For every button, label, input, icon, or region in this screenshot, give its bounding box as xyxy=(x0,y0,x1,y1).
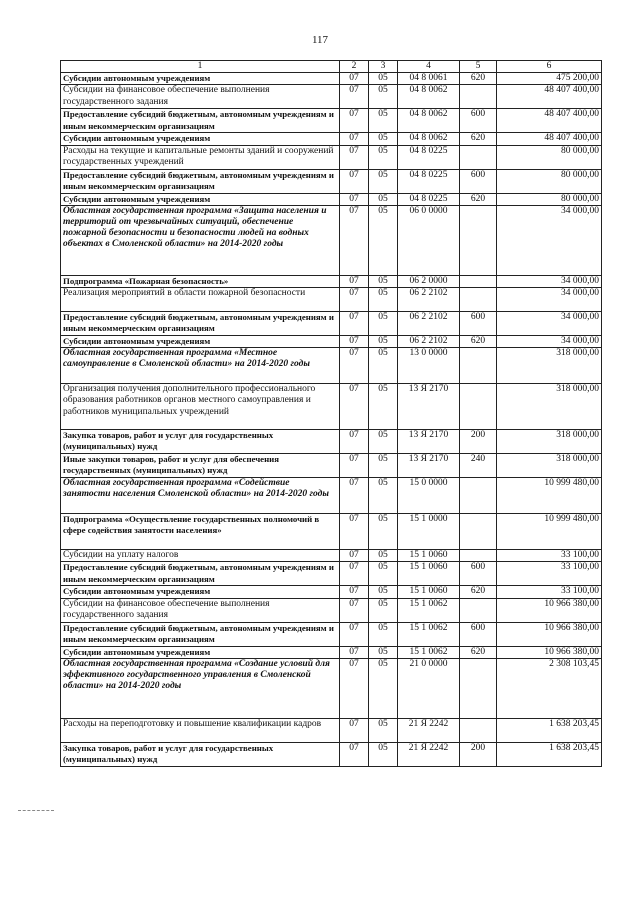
row-name: Закупка товаров, работ и услуг для государственных (муниципальных) нужд xyxy=(61,742,340,766)
row-target-article: 15 1 0060 xyxy=(398,586,460,598)
row-name: Подпрограмма «Осуществление государственных полномочий в сфере содействия занятости населения» xyxy=(61,514,340,550)
table-row xyxy=(61,550,602,562)
row-target-article: 15 1 0060 xyxy=(398,550,460,562)
row-subsection: 05 xyxy=(369,430,398,454)
row-name: Подпрограмма «Пожарная безопасность» xyxy=(61,275,340,287)
page-number: 117 xyxy=(311,34,329,46)
row-target-article: 15 1 0062 xyxy=(398,622,460,646)
row-amount: 10 966 380,00 xyxy=(497,646,602,658)
row-subsection: 05 xyxy=(369,598,398,622)
table-row xyxy=(61,622,602,646)
row-subsection: 05 xyxy=(369,145,398,169)
row-name: Областная государственная программа «Местное самоуправление в Смоленской области» на 2014-2020 годы xyxy=(61,348,340,384)
row-subsection: 05 xyxy=(369,312,398,336)
table-header-row xyxy=(61,61,602,73)
row-name: Предоставление субсидий бюджетным, автономным учреждениям и иным некоммерческим организациям xyxy=(61,109,340,133)
row-name: Иные закупки товаров, работ и услуг для обеспечения государственных (муниципальных) нужд xyxy=(61,454,340,478)
table-row xyxy=(61,454,602,478)
row-section: 07 xyxy=(340,275,369,287)
table-row xyxy=(61,742,602,766)
margin-mark xyxy=(18,810,54,811)
row-target-article: 06 2 2102 xyxy=(398,336,460,348)
table-row xyxy=(61,336,602,348)
row-name: Организация получения дополнительного профессионального образования работников органов местного самоуправления и работников муниципальных учреждений xyxy=(61,384,340,430)
table-row xyxy=(61,193,602,205)
row-amount: 48 407 400,00 xyxy=(497,109,602,133)
row-amount: 318 000,00 xyxy=(497,384,602,430)
row-name: Субсидии автономным учреждениям xyxy=(61,646,340,658)
row-expense-type xyxy=(460,478,497,514)
table-row xyxy=(61,169,602,193)
row-amount: 34 000,00 xyxy=(497,312,602,336)
row-target-article: 15 1 0000 xyxy=(398,514,460,550)
row-expense-type: 600 xyxy=(460,312,497,336)
row-name: Субсидии автономным учреждениям xyxy=(61,336,340,348)
row-expense-type: 620 xyxy=(460,646,497,658)
row-amount: 10 966 380,00 xyxy=(497,622,602,646)
table-row xyxy=(61,430,602,454)
table-row xyxy=(61,586,602,598)
table-row xyxy=(61,718,602,742)
row-expense-type xyxy=(460,205,497,275)
row-target-article: 15 1 0060 xyxy=(398,562,460,586)
row-amount: 318 000,00 xyxy=(497,454,602,478)
row-target-article: 06 2 2102 xyxy=(398,288,460,312)
row-section: 07 xyxy=(340,658,369,718)
row-section: 07 xyxy=(340,145,369,169)
row-expense-type xyxy=(460,288,497,312)
row-amount: 80 000,00 xyxy=(497,193,602,205)
row-target-article: 15 1 0062 xyxy=(398,598,460,622)
row-amount: 34 000,00 xyxy=(497,275,602,287)
table-row xyxy=(61,514,602,550)
row-subsection: 05 xyxy=(369,348,398,384)
column-header-4: 4 xyxy=(398,61,460,73)
row-name: Областная государственная программа «Содействие занятости населения Смоленской области» на 2014-2020 годы xyxy=(61,478,340,514)
row-target-article: 06 2 2102 xyxy=(398,312,460,336)
row-subsection: 05 xyxy=(369,550,398,562)
row-amount: 34 000,00 xyxy=(497,205,602,275)
row-subsection: 05 xyxy=(369,169,398,193)
column-header-3: 3 xyxy=(369,61,398,73)
row-section: 07 xyxy=(340,562,369,586)
row-section: 07 xyxy=(340,586,369,598)
table-row xyxy=(61,85,602,109)
row-amount: 33 100,00 xyxy=(497,586,602,598)
row-expense-type xyxy=(460,598,497,622)
row-expense-type xyxy=(460,384,497,430)
row-amount: 33 100,00 xyxy=(497,550,602,562)
table-row xyxy=(61,109,602,133)
row-subsection: 05 xyxy=(369,658,398,718)
table-row xyxy=(61,598,602,622)
row-name: Расходы на переподготовку и повышение квалификации кадров xyxy=(61,718,340,742)
row-subsection: 05 xyxy=(369,336,398,348)
row-subsection: 05 xyxy=(369,742,398,766)
row-name: Субсидии автономным учреждениям xyxy=(61,133,340,145)
row-expense-type: 620 xyxy=(460,586,497,598)
row-target-article: 04 8 0061 xyxy=(398,73,460,85)
row-section: 07 xyxy=(340,169,369,193)
row-amount: 475 200,00 xyxy=(497,73,602,85)
row-expense-type xyxy=(460,658,497,718)
row-target-article: 15 0 0000 xyxy=(398,478,460,514)
row-subsection: 05 xyxy=(369,478,398,514)
row-subsection: 05 xyxy=(369,562,398,586)
row-subsection: 05 xyxy=(369,646,398,658)
row-amount: 1 638 203,45 xyxy=(497,742,602,766)
row-target-article: 13 Я 2170 xyxy=(398,430,460,454)
row-amount: 10 999 480,00 xyxy=(497,478,602,514)
row-section: 07 xyxy=(340,193,369,205)
row-amount: 2 308 103,45 xyxy=(497,658,602,718)
table-row xyxy=(61,275,602,287)
row-expense-type xyxy=(460,275,497,287)
row-name: Субсидии автономным учреждениям xyxy=(61,73,340,85)
column-header-6: 6 xyxy=(497,61,602,73)
table-row xyxy=(61,205,602,275)
row-subsection: 05 xyxy=(369,288,398,312)
row-expense-type: 620 xyxy=(460,336,497,348)
column-header-5: 5 xyxy=(460,61,497,73)
row-subsection: 05 xyxy=(369,85,398,109)
row-subsection: 05 xyxy=(369,718,398,742)
table-row xyxy=(61,384,602,430)
row-section: 07 xyxy=(340,622,369,646)
row-section: 07 xyxy=(340,73,369,85)
row-amount: 318 000,00 xyxy=(497,430,602,454)
table-row xyxy=(61,348,602,384)
row-section: 07 xyxy=(340,646,369,658)
row-amount: 1 638 203,45 xyxy=(497,718,602,742)
row-expense-type: 600 xyxy=(460,562,497,586)
row-expense-type xyxy=(460,514,497,550)
row-section: 07 xyxy=(340,85,369,109)
row-target-article: 13 0 0000 xyxy=(398,348,460,384)
row-amount: 34 000,00 xyxy=(497,336,602,348)
row-target-article: 21 Я 2242 xyxy=(398,742,460,766)
row-subsection: 05 xyxy=(369,275,398,287)
row-target-article: 13 Я 2170 xyxy=(398,454,460,478)
row-target-article: 04 8 0062 xyxy=(398,133,460,145)
row-expense-type xyxy=(460,550,497,562)
row-name: Субсидии на финансовое обеспечение выполнения государственного задания xyxy=(61,85,340,109)
row-amount: 10 999 480,00 xyxy=(497,514,602,550)
row-expense-type: 240 xyxy=(460,454,497,478)
table-row xyxy=(61,562,602,586)
row-section: 07 xyxy=(340,288,369,312)
row-name: Предоставление субсидий бюджетным, автономным учреждениям и иным некоммерческим организациям xyxy=(61,622,340,646)
row-subsection: 05 xyxy=(369,514,398,550)
row-section: 07 xyxy=(340,598,369,622)
row-expense-type xyxy=(460,348,497,384)
row-subsection: 05 xyxy=(369,73,398,85)
row-expense-type: 600 xyxy=(460,169,497,193)
table-row xyxy=(61,73,602,85)
row-subsection: 05 xyxy=(369,133,398,145)
column-header-1: 1 xyxy=(61,61,340,73)
row-amount: 48 407 400,00 xyxy=(497,85,602,109)
row-section: 07 xyxy=(340,133,369,145)
row-section: 07 xyxy=(340,550,369,562)
row-target-article: 13 Я 2170 xyxy=(398,384,460,430)
row-expense-type: 600 xyxy=(460,109,497,133)
row-target-article: 21 Я 2242 xyxy=(398,718,460,742)
column-header-2: 2 xyxy=(340,61,369,73)
row-name: Реализация мероприятий в области пожарной безопасности xyxy=(61,288,340,312)
row-target-article: 15 1 0062 xyxy=(398,646,460,658)
row-section: 07 xyxy=(340,454,369,478)
row-amount: 33 100,00 xyxy=(497,562,602,586)
budget-table xyxy=(60,60,602,767)
row-name: Областная государственная программа «Создание условий для эффективного государственного управления в Смоленской области» на 2014-2020 годы xyxy=(61,658,340,718)
table-row xyxy=(61,145,602,169)
row-section: 07 xyxy=(340,384,369,430)
row-name: Предоставление субсидий бюджетным, автономным учреждениям и иным некоммерческим организациям xyxy=(61,562,340,586)
table-body xyxy=(61,73,602,767)
row-name: Субсидии на уплату налогов xyxy=(61,550,340,562)
row-target-article: 04 8 0062 xyxy=(398,85,460,109)
row-section: 07 xyxy=(340,348,369,384)
row-expense-type: 200 xyxy=(460,430,497,454)
row-section: 07 xyxy=(340,336,369,348)
row-section: 07 xyxy=(340,312,369,336)
row-target-article: 21 0 0000 xyxy=(398,658,460,718)
row-section: 07 xyxy=(340,430,369,454)
row-expense-type: 200 xyxy=(460,742,497,766)
row-name: Субсидии автономным учреждениям xyxy=(61,586,340,598)
row-name: Субсидии автономным учреждениям xyxy=(61,193,340,205)
row-target-article: 04 8 0225 xyxy=(398,169,460,193)
row-expense-type: 620 xyxy=(460,193,497,205)
row-name: Субсидии на финансовое обеспечение выполнения государственного задания xyxy=(61,598,340,622)
row-section: 07 xyxy=(340,718,369,742)
row-name: Предоставление субсидий бюджетным, автономным учреждениям и иным некоммерческим организациям xyxy=(61,169,340,193)
table-row xyxy=(61,133,602,145)
row-section: 07 xyxy=(340,514,369,550)
row-amount: 10 966 380,00 xyxy=(497,598,602,622)
table-row xyxy=(61,288,602,312)
row-section: 07 xyxy=(340,109,369,133)
row-section: 07 xyxy=(340,205,369,275)
row-amount: 80 000,00 xyxy=(497,169,602,193)
row-expense-type xyxy=(460,85,497,109)
row-expense-type: 600 xyxy=(460,622,497,646)
row-target-article: 04 8 0225 xyxy=(398,193,460,205)
table-row xyxy=(61,646,602,658)
row-subsection: 05 xyxy=(369,109,398,133)
row-section: 07 xyxy=(340,478,369,514)
table-row xyxy=(61,658,602,718)
row-section: 07 xyxy=(340,742,369,766)
row-expense-type: 620 xyxy=(460,73,497,85)
row-target-article: 04 8 0062 xyxy=(398,109,460,133)
row-subsection: 05 xyxy=(369,384,398,430)
row-subsection: 05 xyxy=(369,205,398,275)
row-target-article: 06 0 0000 xyxy=(398,205,460,275)
row-expense-type xyxy=(460,718,497,742)
row-expense-type: 620 xyxy=(460,133,497,145)
row-subsection: 05 xyxy=(369,193,398,205)
row-name: Областная государственная программа «Защита населения и территорий от чрезвычайных ситуаций, обеспечение пожарной безопасности и безопасности людей на водных объектах в Смоленской области» на 2014-2020 годы xyxy=(61,205,340,275)
row-amount: 318 000,00 xyxy=(497,348,602,384)
row-expense-type xyxy=(460,145,497,169)
row-name: Предоставление субсидий бюджетным, автономным учреждениям и иным некоммерческим организациям xyxy=(61,312,340,336)
row-subsection: 05 xyxy=(369,622,398,646)
row-amount: 80 000,00 xyxy=(497,145,602,169)
row-subsection: 05 xyxy=(369,454,398,478)
table-row xyxy=(61,478,602,514)
row-amount: 48 407 400,00 xyxy=(497,133,602,145)
row-subsection: 05 xyxy=(369,586,398,598)
row-target-article: 04 8 0225 xyxy=(398,145,460,169)
row-name: Закупка товаров, работ и услуг для государственных (муниципальных) нужд xyxy=(61,430,340,454)
row-amount: 34 000,00 xyxy=(497,288,602,312)
row-target-article: 06 2 0000 xyxy=(398,275,460,287)
table-row xyxy=(61,312,602,336)
row-name: Расходы на текущие и капитальные ремонты зданий и сооружений государственных учреждений xyxy=(61,145,340,169)
